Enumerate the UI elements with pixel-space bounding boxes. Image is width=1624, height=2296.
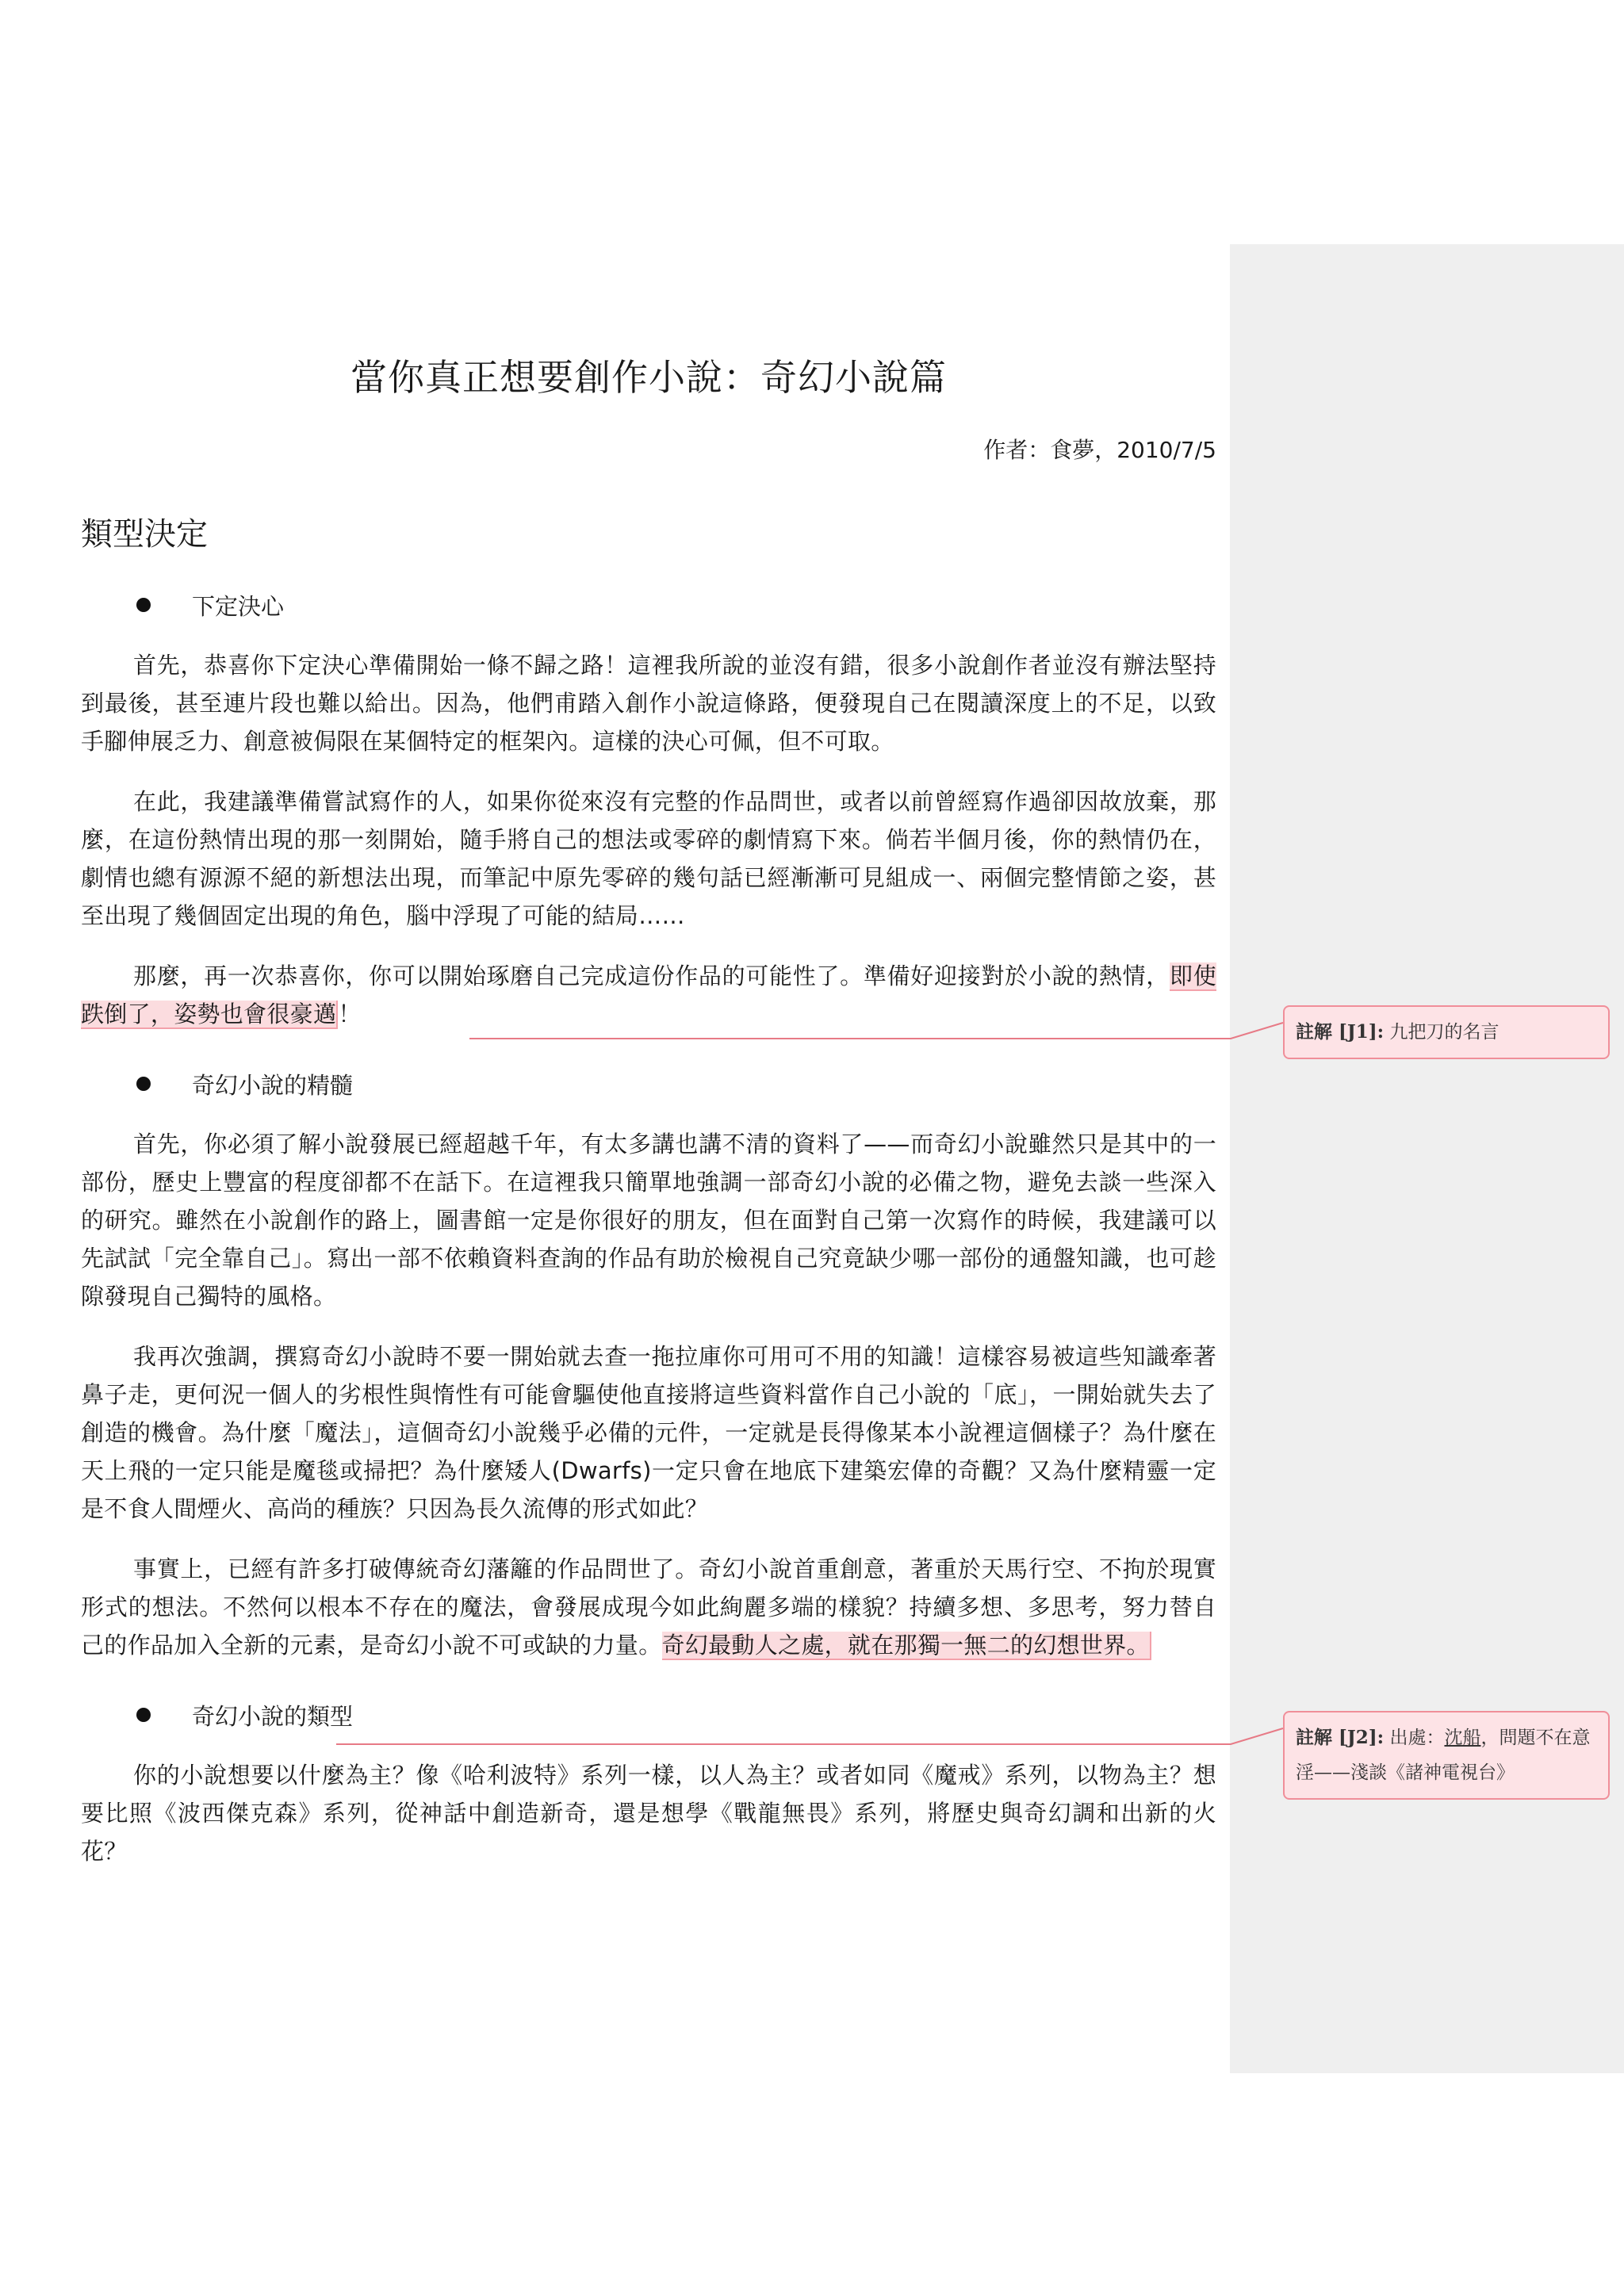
bullet-label: 奇幻小說的類型 (192, 1702, 354, 1730)
comment-balloon-j2[interactable] (1283, 1711, 1610, 1800)
paragraph-text: 那麼，再一次恭喜你，你可以開始琢磨自己完成這份作品的可能性了。準備好迎接對於小說的熱情， (133, 962, 1170, 989)
paragraph: 首先，你必須了解小說發展已經超越千年，有太多講也講不清的資料了——而奇幻小說雖然只是其中的一部份，歷史上豐富的程度卻都不在話下。在這裡我只簡單地強調一部奇幻小說的必備之物，避免去談一些深入的研究。雖然在小說創作的路上，圖書館一定是你很好的朋友，但在面對自己第一次寫作的時候，我建議可以先試試「完全靠自己」。寫出一部不依賴資料查詢的作品有助於檢視自己究竟缺少哪一部份的通盤知識，也可趁隙發現自己獨特的風格。 (81, 1131, 1216, 1310)
paragraph (81, 957, 1216, 1033)
paragraph: 首先，恭喜你下定決心準備開始一條不歸之路！這裡我所說的並沒有錯，很多小說創作者並沒有辦法堅持到最後，甚至連片段也難以給出。因為，他們甫踏入創作小說這條路，便發現自己在閱讀深度上的不足，以致手腳伸展乏力、創意被侷限在某個特定的框架內。這樣的決心可佩，但不可取。 (81, 652, 1216, 755)
bullet-label: 奇幻小說的精髓 (192, 1071, 354, 1099)
comment-tag: 註解 [J2]: (1296, 1727, 1385, 1748)
commented-highlight-j2[interactable]: 奇幻最動人之處，就在那獨一無二的幻想世界。 (661, 1632, 1150, 1659)
paragraph-text: ！ (338, 1001, 362, 1027)
bullet-item (81, 586, 1216, 624)
bullet-item (81, 1065, 1216, 1103)
comment-tag: 註解 [J1]: (1296, 1021, 1385, 1043)
commented-highlight-j1[interactable]: 即使跌倒了，姿勢也會很豪邁 (81, 962, 1217, 1027)
comment-balloon-j1[interactable] (1283, 1005, 1610, 1059)
author-line: 作者：食夢，2010/7/5 (983, 437, 1216, 463)
document-page (81, 349, 1216, 1870)
bullet-dot-icon (136, 1708, 151, 1722)
paragraph-text: 事實上，已經有許多打破傳統奇幻藩籬的作品問世了。奇幻小說首重創意，著重於天馬行空、不拘於現實形式的想法。不然何以根本不存在的魔法，會發展成現今如此絢麗多端的樣貌？持續多想、多思考，努力替自己的作品加入全新的元素，是奇幻小說不可或缺的力量。 (81, 1556, 1216, 1659)
comment-text: ，問題不在意淫——淺談《諸神電視台》 (1296, 1728, 1591, 1783)
section-heading: 類型決定 (81, 516, 208, 553)
document-title: 當你真正想要創作小說：奇幻小說篇 (350, 356, 947, 399)
bullet-item (81, 1696, 1216, 1734)
bullet-dot-icon (136, 1077, 151, 1091)
comment-text: 九把刀的名言 (1389, 1022, 1500, 1043)
paragraph: 你的小說想要以什麼為主？像《哈利波特》系列一樣，以人為主？或者如同《魔戒》系列，以物為主？想要比照《波西傑克森》系列，從神話中創造新奇，還是想學《戰龍無畏》系列，將歷史與奇幻調和出新的火花？ (81, 1762, 1216, 1865)
paragraph: 在此，我建議準備嘗試寫作的人，如果你從來沒有完整的作品問世，或者以前曾經寫作過卻因故放棄，那麼，在這份熱情出現的那一刻開始，隨手將自己的想法或零碎的劇情寫下來。倘若半個月後，你的熱情仍在，劇情也總有源源不絕的新想法出現，而筆記中原先零碎的幾句話已經漸漸可見組成一、兩個完整情節之姿，甚至出現了幾個固定出現的角色，腦中浮現了可能的結局…… (81, 788, 1216, 929)
bullet-dot-icon (136, 598, 151, 612)
bullet-label: 下定決心 (192, 592, 285, 620)
comment-text-prefix: 出處： (1389, 1728, 1445, 1748)
paragraph: 我再次強調，撰寫奇幻小說時不要一開始就去查一拖拉庫你可用可不用的知識！這樣容易被這些知識牽著鼻子走，更何況一個人的劣根性與惰性有可能會驅使他直接將這些資料當作自己小說的「底」，一開始就失去了創造的機會。為什麼「魔法」，這個奇幻小說幾乎必備的元件，一定就是長得像某本小說裡這個樣子？為什麼在天上飛的一定只能是魔毯或掃把？為什麼矮人(Dwarfs)一定只會在地底下建築宏偉的奇觀？又為什麼精靈一定是不食人間煙火、高尚的種族？只因為長久流傳的形式如此？ (81, 1343, 1216, 1522)
paragraph (81, 1550, 1216, 1664)
comment-link[interactable]: 沈船 (1444, 1728, 1481, 1748)
